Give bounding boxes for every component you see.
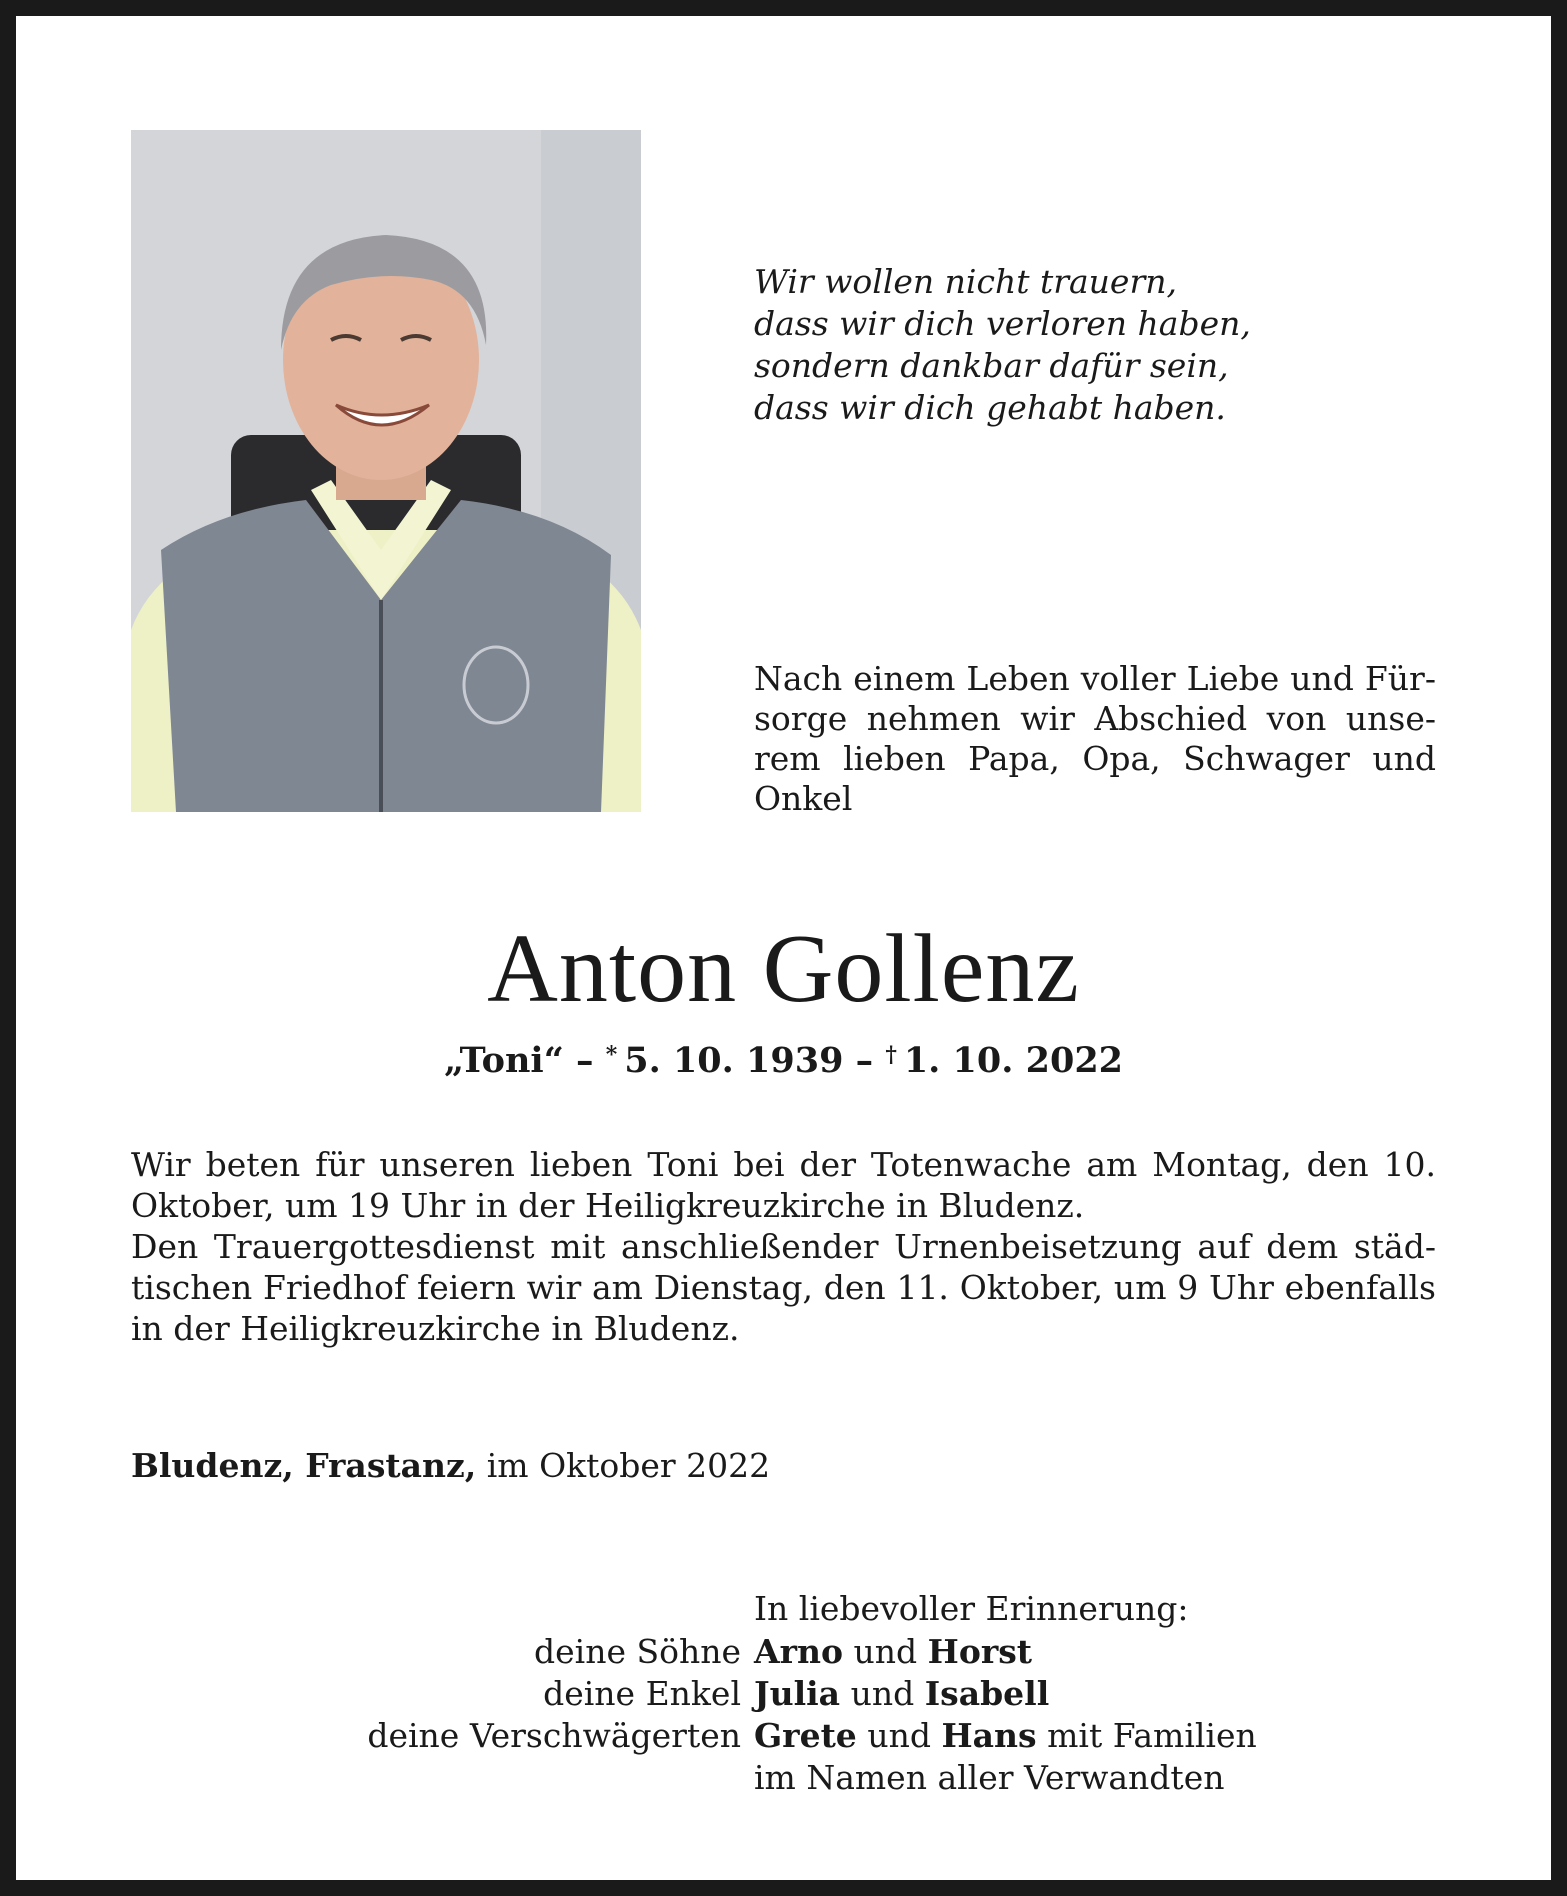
mourner-row [16, 1715, 1551, 1757]
service-details [131, 1144, 1436, 1349]
birth-symbol: * [605, 1042, 618, 1068]
vigil-text: Wir beten für unseren lieben Toni bei der Totenwache am Montag, den 10. Oktober, um 19 Uhr in der Heiligkreuzkirche in Bludenz. [131, 1145, 1436, 1225]
mourner-suffix: mit Familien [1047, 1716, 1257, 1755]
mourner-name: Arno [754, 1632, 843, 1671]
portrait-photo [131, 130, 641, 812]
death-date: 1. 10. 2022 [903, 1040, 1124, 1081]
obituary-page [16, 16, 1551, 1880]
mourner-row [16, 1631, 1551, 1673]
mourner-conj: und [867, 1716, 931, 1755]
poem-line: sondern dankbar dafür sein, [754, 346, 1229, 385]
mourner-role: deine Söhne [534, 1632, 741, 1671]
funeral-text: Den Trauergottesdienst mit anschließender Urnenbeisetzung auf dem städtischen Friedhof feiern wir am Dienstag, den 11. Oktober, um 9 Uhr ebenfalls in der Heiligkreuzkirche in Bludenz. [131, 1227, 1436, 1348]
mourner-conj: und [850, 1674, 915, 1713]
mourners-title: In liebevoller Erinnerung: [754, 1589, 1189, 1628]
mourner-name: Isabell [924, 1674, 1050, 1713]
mourners-closing: im Namen aller Verwandten [754, 1758, 1225, 1797]
mourner-role: deine Enkel [543, 1674, 741, 1713]
mourner-names [754, 1631, 1032, 1673]
poem-line: Wir wollen nicht trauern, [754, 262, 1177, 301]
poem-line: dass wir dich gehabt haben. [754, 388, 1226, 427]
death-symbol: † [885, 1042, 897, 1068]
poem [754, 261, 1251, 429]
mourner-name: Horst [927, 1632, 1033, 1671]
nickname: „Toni“ [443, 1040, 564, 1081]
mourner-name: Julia [754, 1674, 841, 1713]
mourner-names [754, 1673, 1049, 1715]
life-dates: „Toni“ – * 5. 10. 1939 – † 1. 10. 2022 [443, 1040, 1124, 1081]
place-towns: Bludenz, Frastanz, [131, 1446, 477, 1485]
intro-text: Nach einem Leben voller Liebe und Fürsorge nehmen wir Abschied von unserem lieben Papa, Opa, Schwager und Onkel [754, 659, 1436, 818]
mourner-row [16, 1757, 1551, 1799]
mourner-conj: und [853, 1632, 918, 1671]
mourner-role: deine Verschwägerten [367, 1716, 741, 1755]
place-date: im Oktober 2022 [486, 1446, 771, 1485]
deceased-name: Anton Gollenz [487, 915, 1080, 1023]
mourner-name: Grete [754, 1716, 857, 1755]
portrait-photo-icon [131, 130, 641, 812]
mourner-names [754, 1715, 1257, 1757]
mourner-row [16, 1673, 1551, 1715]
birth-date: 5. 10. 1939 [624, 1040, 844, 1081]
poem-line: dass wir dich verloren haben, [754, 304, 1251, 343]
place-and-date [131, 1446, 770, 1486]
mourner-name: Hans [941, 1716, 1037, 1755]
